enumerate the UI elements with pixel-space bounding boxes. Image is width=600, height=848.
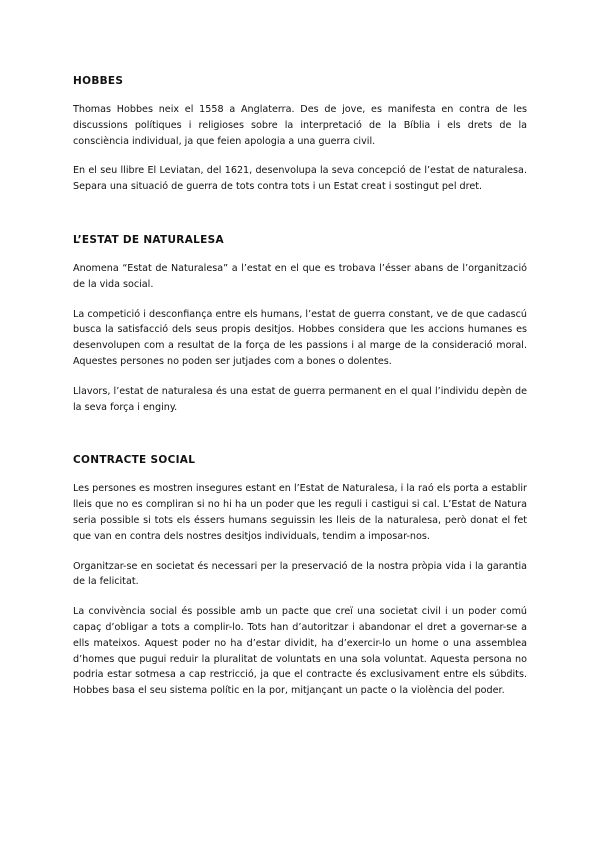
paragraph: Anomena “Estat de Naturalesa” a l’estat en el que es trobava l’ésser abans de l’organització de la vida social. <box>73 262 527 290</box>
paragraph: Les persones es mostren insegures estant en l’Estat de Naturalesa, i la raó els porta a establir lleis que no es compliran si no hi ha un poder que les reguli i castigui si cal. L’Estat de Natura seria possible si tots els éssers humans seguissin les lleis de la naturalesa, però donat el fet que van en contra dels nostres desitjos individuals, tendim a imposar-nos. <box>73 483 527 542</box>
paragraph: Thomas Hobbes neix el 1558 a Anglaterra. Des de jove, es manifesta en contra de les discussions polítiques i religioses sobre la interpretació de la Bíblia i els drets de la consciència individual, ja que feien apologia a una guerra civil. <box>73 104 527 147</box>
section-heading-contracte-social: CONTRACTE SOCIAL <box>73 454 196 467</box>
paragraph: La convivència social és possible amb un pacte que creï una societat civil i un poder comú capaç d’obligar a tots a complir-lo. Tots han d’autoritzar i abandonar el dret a governar-se a ells mateixos. Aquest poder no ha d’estar dividit, ha d’exercir-lo un home o una assemblea d’homes que pugui reduir la pluralitat de voluntats en una sola voluntat. Aquesta persona no podria estar sotmesa a cap restricció, ja que el contracte és exclusivament entre els súbdits. Hobbes basa el seu sistema polític en la por, mitjançant un pacte o la violència del poder. <box>73 606 527 697</box>
section-heading-estat-de-naturalesa: L’ESTAT DE NATURALESA <box>73 233 224 246</box>
paragraph: Llavors, l’estat de naturalesa és una estat de guerra permanent en el qual l’individu depèn de la seva força i enginy. <box>73 385 527 413</box>
paragraph: Organitzar-se en societat és necessari per la preservació de la nostra pròpia vida i la garantia de la felicitat. <box>73 560 527 588</box>
document-body <box>73 74 527 699</box>
section-heading-hobbes: HOBBES <box>73 75 124 87</box>
paragraph: En el seu llibre El Leviatan, del 1621, desenvolupa la seva concepció de l’estat de naturalesa. Separa una situació de guerra de tots contra tots i un Estat creat i sostingut pel dret. <box>73 165 527 193</box>
paragraph: La competició i desconfiança entre els humans, l’estat de guerra constant, ve de que cadascú busca la satisfacció dels seus propis desitjos. Hobbes considera que les accions humanes es desenvolupen com a resultat de la força de les passions i al marge de la consideració moral. Aquestes persones no poden ser jutjades com a bones o dolentes. <box>73 308 527 367</box>
